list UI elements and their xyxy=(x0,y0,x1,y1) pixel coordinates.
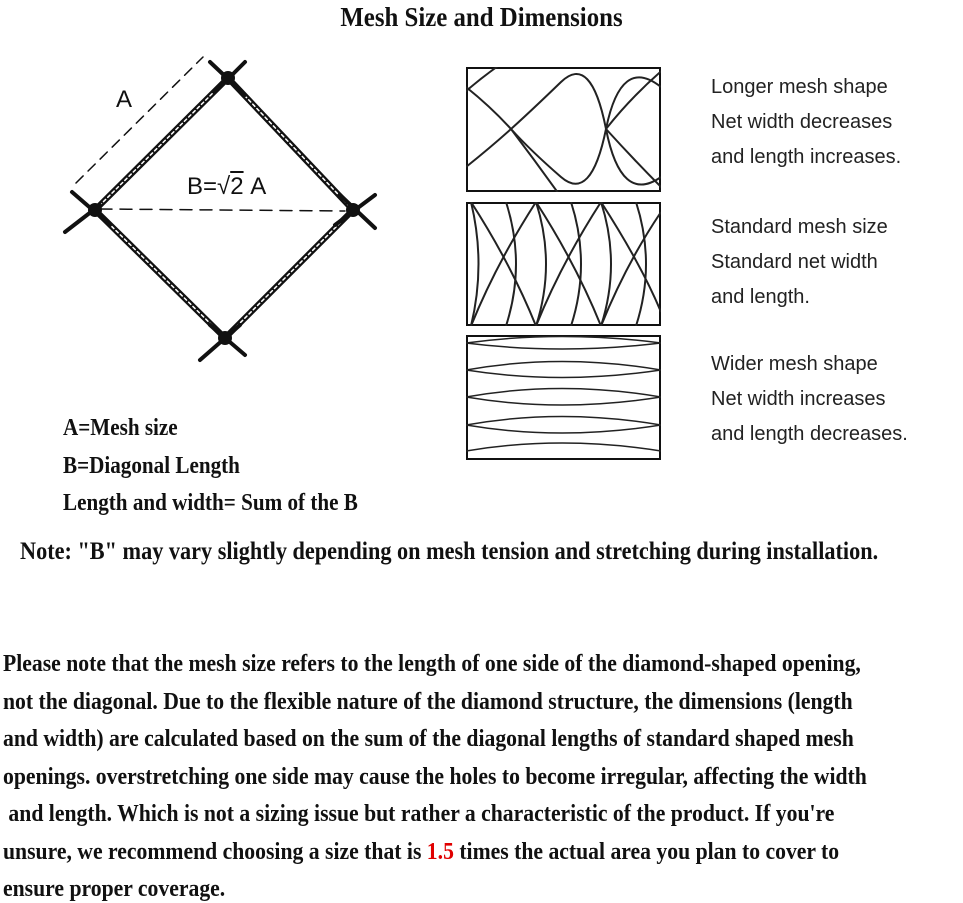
panel-3-line: Net width increases xyxy=(711,388,886,410)
paragraph-line: and width) are calculated based on the sum of the diagonal lengths of standard shaped mesh xyxy=(3,725,854,752)
longer-mesh-image xyxy=(466,67,661,192)
label-b-suffix: A xyxy=(250,173,267,200)
legend-item: B=Diagonal Length xyxy=(63,452,240,479)
highlight-multiplier: 1.5 xyxy=(426,837,454,865)
paragraph-line xyxy=(3,833,959,871)
paragraph-line: and length. Which is not a sizing issue but rather a characteristic of the product. If you're xyxy=(3,800,835,827)
panel-2-line: Standard net width xyxy=(711,251,878,273)
page-title: Mesh Size and Dimensions xyxy=(340,2,623,32)
note: Note: "B" may vary slightly depending on mesh tension and stretching during installation. xyxy=(20,538,879,565)
label-a: A xyxy=(116,86,133,113)
panel-3-description xyxy=(711,347,908,452)
paragraph-line: ensure proper coverage. xyxy=(3,875,226,902)
wider-mesh-image xyxy=(466,335,661,460)
paragraph-text: times the actual area you plan to cover to xyxy=(453,837,840,865)
panel-1-line: Longer mesh shape xyxy=(711,76,888,98)
paragraph-line: not the diagonal. Due to the flexible nature of the diamond structure, the dimensions (length xyxy=(3,687,853,715)
panel-2-line: Standard mesh size xyxy=(711,216,888,238)
paragraph-line: openings. overstretching one side may cause the holes to become irregular, affecting the width xyxy=(3,762,867,790)
mesh-diamond-diagram xyxy=(0,40,400,410)
panel-1-description xyxy=(711,70,901,175)
panel-2-line: and length. xyxy=(711,286,810,308)
paragraph-line: Please note that the mesh size refers to the length of one side of the diamond-shaped opening, xyxy=(3,650,861,677)
standard-mesh-image xyxy=(466,202,661,326)
panel-3-line: Wider mesh shape xyxy=(711,353,878,375)
explanation-paragraph xyxy=(3,645,959,903)
paragraph-text: unsure, we recommend choosing a size that is xyxy=(3,837,427,865)
panel-1-line: Net width decreases xyxy=(711,111,893,133)
label-b-root: 2 xyxy=(230,173,244,200)
panel-2-description xyxy=(711,210,888,315)
panel-1-line: and length increases. xyxy=(711,146,902,168)
label-b-formula xyxy=(187,173,266,201)
label-b-prefix: B= xyxy=(187,173,218,200)
legend xyxy=(63,410,358,523)
legend-item: Length and width= Sum of the B xyxy=(63,490,358,516)
sqrt-symbol: √ xyxy=(217,173,231,200)
legend-item: A=Mesh size xyxy=(63,415,178,441)
panel-3-line: and length decreases. xyxy=(711,423,908,445)
